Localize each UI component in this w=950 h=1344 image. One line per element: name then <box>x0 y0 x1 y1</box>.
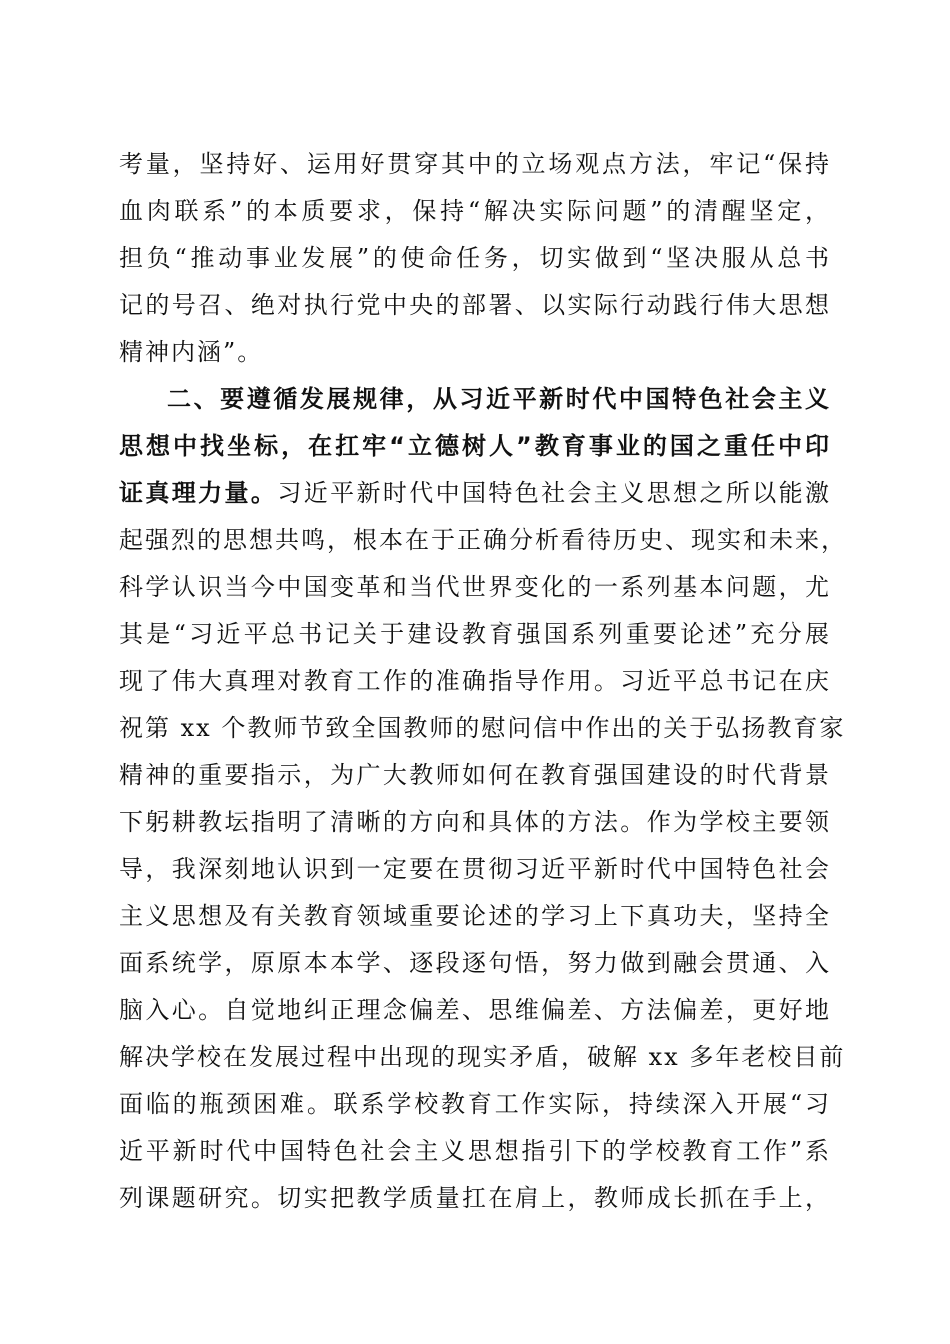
paragraph-line: 精神的重要指示，为广大教师如何在教育强国建设的时代背景 <box>119 761 831 789</box>
section-heading-tail: 证真理力量。 <box>119 479 278 507</box>
document-body <box>119 141 847 1222</box>
paragraph-line: 近平新时代中国特色社会主义思想指引下的学校教育工作”系 <box>119 1137 831 1165</box>
paragraph-line: 下躬耕教坛指明了清晰的方向和具体的方法。作为学校主要领 <box>119 808 831 836</box>
paragraph-line: 脑入心。自觉地纠正理念偏差、思维偏差、方法偏差，更好地 <box>119 996 831 1024</box>
paragraph-line: 科学认识当今中国变革和当代世界变化的一系列基本问题，尤 <box>119 573 831 601</box>
section-heading-line: 二、要遵循发展规律，从习近平新时代中国特色社会主义 <box>167 385 831 413</box>
paragraph-line: 列课题研究。切实把教学质量扛在肩上，教师成长抓在手上， <box>119 1184 831 1212</box>
paragraph-line: 精神内涵”。 <box>119 338 264 366</box>
paragraph-line: 现了伟大真理对教育工作的准确指导作用。习近平总书记在庆 <box>119 667 831 695</box>
paragraph-line: 主义思想及有关教育领域重要论述的学习上下真功夫，坚持全 <box>119 902 831 930</box>
paragraph-line: 其是“习近平总书记关于建设教育强国系列重要论述”充分展 <box>119 620 831 648</box>
paragraph-line: 导，我深刻地认识到一定要在贯彻习近平新时代中国特色社会 <box>119 855 831 883</box>
paragraph-line: 考量，坚持好、运用好贯穿其中的立场观点方法，牢记“保持 <box>119 150 831 178</box>
paragraph-line: 起强烈的思想共鸣，根本在于正确分析看待历史、现实和未来， <box>119 526 847 554</box>
paragraph-line: 面临的瓶颈困难。联系学校教育工作实际，持续深入开展“习 <box>119 1090 831 1118</box>
paragraph-line: 血肉联系”的本质要求，保持“解决实际问题”的清醒坚定， <box>119 197 831 225</box>
paragraph-line: 解决学校在发展过程中出现的现实矛盾，破解 xx 多年老校目前 <box>119 1043 846 1071</box>
paragraph-line: 面系统学，原原本本学、逐段逐句悟，努力做到融会贯通、入 <box>119 949 831 977</box>
paragraph-text: 习近平新时代中国特色社会主义思想之所以能激 <box>277 479 832 507</box>
paragraph-line: 担负“推动事业发展”的使命任务，切实做到“坚决服从总书 <box>119 244 831 272</box>
paragraph-line: 记的号召、绝对执行党中央的部署、以实际行动践行伟大思想 <box>119 291 831 319</box>
paragraph-line: 祝第 xx 个教师节致全国教师的慰问信中作出的关于弘扬教育家 <box>119 714 846 742</box>
section-heading-line: 思想中找坐标，在扛牢“立德树人”教育事业的国之重任中印 <box>119 432 831 460</box>
mixed-heading-line <box>119 470 831 517</box>
